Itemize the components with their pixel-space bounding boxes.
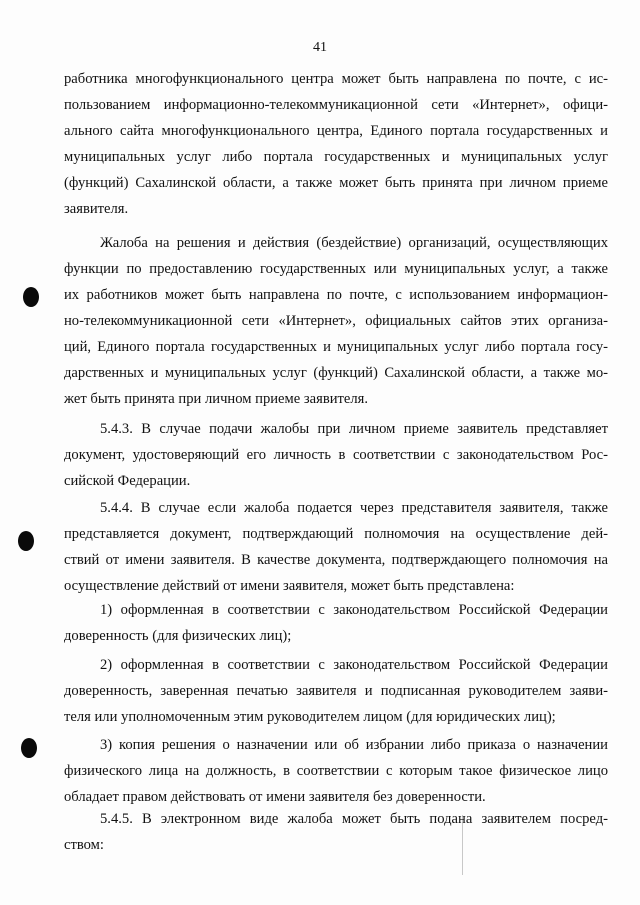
text-line: 2) оформленная в соответствии с законодательством Российской Федерации — [100, 657, 608, 673]
text-line: 3) копия решения о назначении или об избрании либо приказа о назначении — [100, 737, 608, 753]
text-line: ций, Единого портала государственных и муниципальных услуг либо портала госу- — [64, 339, 608, 355]
text-line: 5.4.3. В случае подачи жалобы при личном приеме заявитель представляет — [100, 421, 608, 437]
punch-hole-mark — [18, 531, 34, 551]
text-line: ствий от имени заявителя. В качестве документа, подтверждающего полномочия на — [64, 552, 608, 568]
text-line: представляется документ, подтверждающий полномочия на осуществление дей- — [64, 526, 608, 542]
text-line: 1) оформленная в соответствии с законодательством Российской Федерации — [100, 602, 608, 618]
text-line: работника многофункционального центра может быть направлена по почте, с ис- — [64, 71, 608, 87]
list-item-1 — [64, 597, 608, 649]
text-line: сийской Федерации. — [64, 473, 191, 489]
text-line: 5.4.4. В случае если жалоба подается через представителя заявителя, также — [100, 500, 608, 516]
text-line: доверенность, заверенная печатью заявителя и подписанная руководителем заяви- — [64, 683, 608, 699]
text-line: обладает правом действовать от имени заявителя без доверенности. — [64, 789, 486, 805]
text-line: но-телекоммуникационной сети «Интернет», официальных сайтов этих организа- — [64, 313, 608, 329]
text-line: доверенность (для физических лиц); — [64, 628, 292, 644]
text-line: ством: — [64, 837, 104, 853]
text-line: пользованием информационно-телекоммуникационной сети «Интернет», офици- — [64, 97, 608, 113]
paragraph-5-4-5 — [64, 806, 608, 858]
text-line: теля или уполномоченным этим руководителем лицом (для юридических лиц); — [64, 709, 556, 725]
text-line: ального сайта многофункционального центра, Единого портала государственных и — [64, 123, 608, 139]
text-line: их работников может быть направлена по почте, с использованием информацион- — [64, 287, 608, 303]
text-line: Жалоба на решения и действия (бездействие) организаций, осуществляющих — [100, 235, 608, 251]
text-line: дарственных и муниципальных услуг (функций) Сахалинской области, а также мо- — [64, 365, 608, 381]
paragraph-5-4-4 — [64, 495, 608, 599]
text-line: муниципальных услуг либо портала государственных и муниципальных услуг — [64, 149, 608, 165]
paragraph-5-4-3 — [64, 416, 608, 494]
punch-hole-mark — [23, 287, 39, 307]
text-line: физического лица на должность, в соответствии с которым такое физическое лицо — [64, 763, 608, 779]
list-item-3 — [64, 732, 608, 810]
punch-hole-mark — [21, 738, 37, 758]
page-number: 41 — [313, 40, 327, 55]
text-line: 5.4.5. В электронном виде жалоба может быть подана заявителем посред- — [100, 811, 608, 827]
paragraph-1 — [64, 66, 608, 222]
list-item-2 — [64, 652, 608, 730]
paragraph-2 — [64, 230, 608, 412]
text-line: функции по предоставлению государственных или муниципальных услуг, а также — [64, 261, 608, 277]
text-line: документ, удостоверяющий его личность в соответствии с законодательством Рос- — [64, 447, 608, 463]
text-line: жет быть принята при личном приеме заявителя. — [64, 391, 369, 407]
text-line: осуществление действий от имени заявителя, может быть представлена: — [64, 578, 515, 594]
text-line: (функций) Сахалинской области, а также может быть принята при личном приеме — [64, 175, 608, 191]
text-line: заявителя. — [64, 201, 129, 217]
